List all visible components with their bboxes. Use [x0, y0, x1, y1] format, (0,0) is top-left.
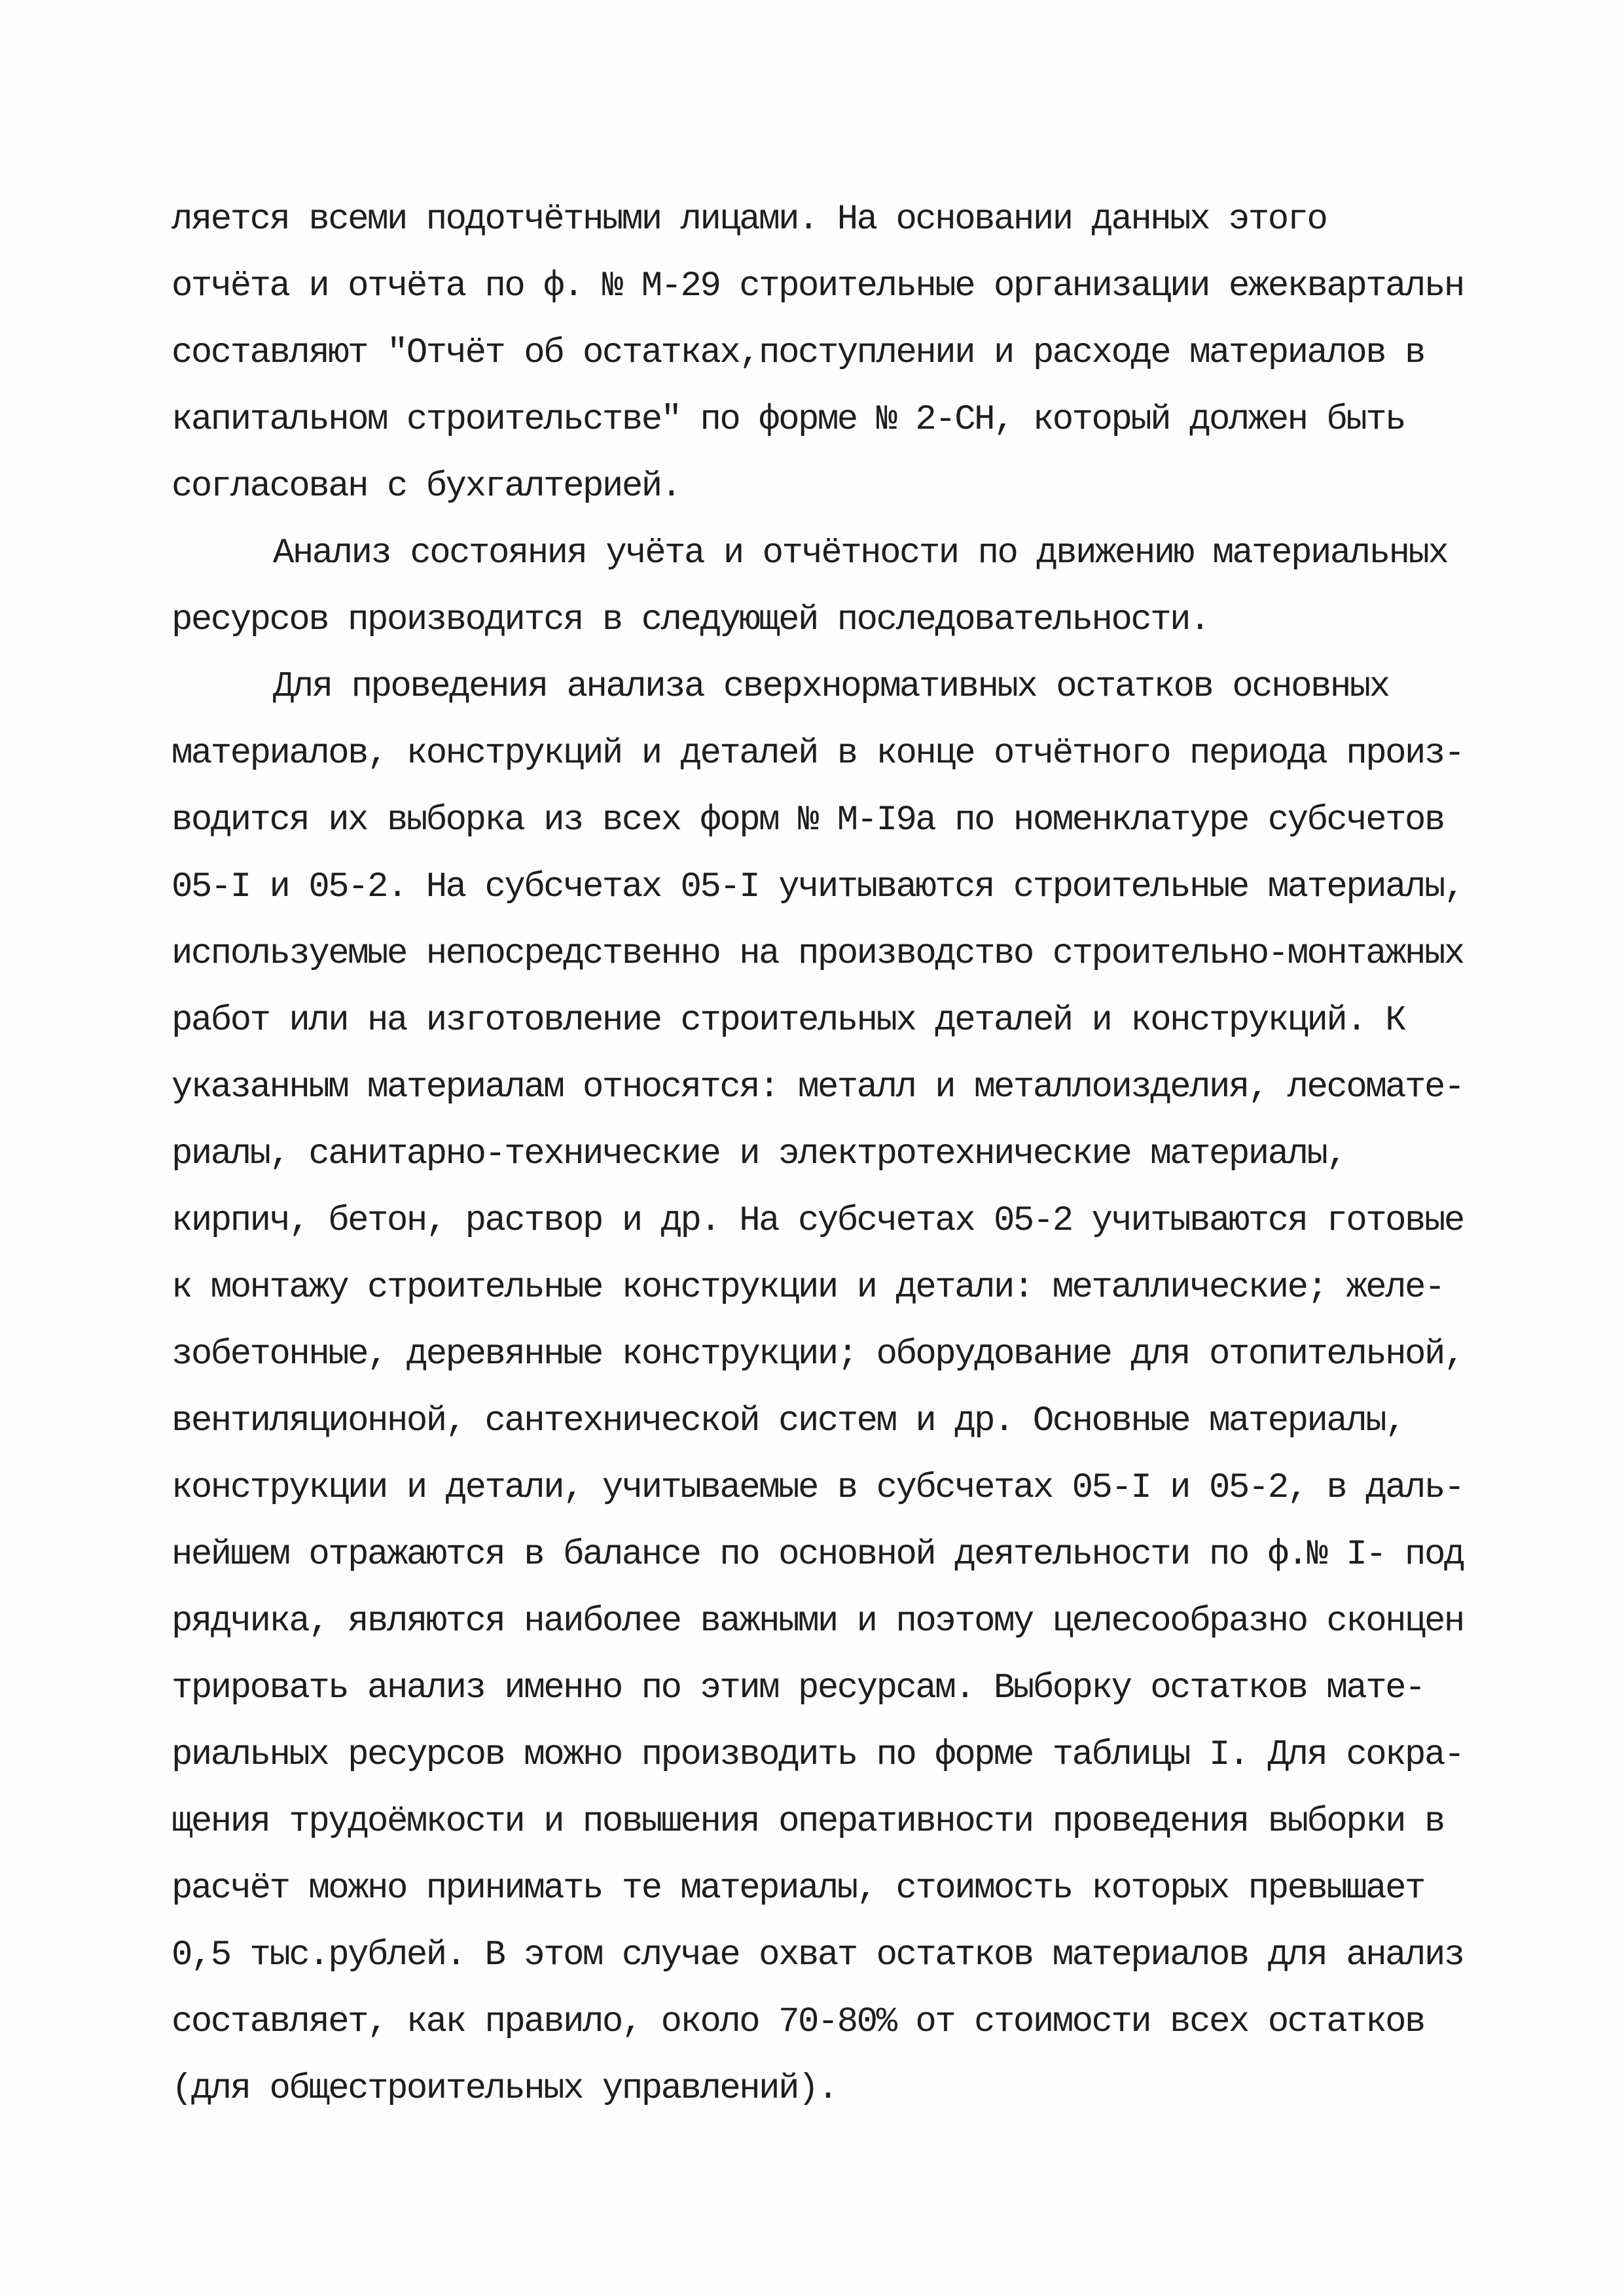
text-line: к монтажу строительные конструкции и детали: металлические; желе-: [171, 1268, 1444, 1308]
text-line: расчёт можно принимать те материалы, стоимость которых превышает: [171, 1869, 1424, 1909]
text-line: составляют "Отчёт об остатках,поступлении и расходе материалов в: [171, 333, 1424, 373]
text-line: отчёта и отчёта по ф. № М-29 строительные организации ежеквартальн: [171, 266, 1464, 306]
text-line: капитальном строительстве" по форме № 2-СН, который должен быть: [171, 400, 1405, 440]
text-line: риалы, санитарно-технические и электротехнические материалы,: [171, 1134, 1346, 1174]
text-line: рядчика, являются наиболее важными и поэтому целесообразно сконцен: [171, 1602, 1464, 1641]
text-line: риальных ресурсов можно производить по форме таблицы I. Для сокра-: [171, 1735, 1464, 1775]
text-line: конструкции и детали, учитываемые в субсчетах 05-I и 05-2, в даль-: [171, 1468, 1464, 1508]
text-line: кирпич, бетон, раствор и др. На субсчетах 05-2 учитываются готовые: [171, 1201, 1464, 1241]
paragraph-first-line: Анализ состояния учёта и отчётности по движению материальных: [273, 533, 1448, 573]
text-line: ляется всеми подотчётными лицами. На основании данных этого: [171, 200, 1327, 240]
text-line: (для общестроительных управлений).: [171, 2069, 837, 2109]
text-line: составляет, как правило, около 70-80% от стоимости всех остатков: [171, 2002, 1424, 2042]
text-line: нейшем отражаются в балансе по основной деятельности по ф.№ I- под: [171, 1535, 1464, 1575]
text-line: согласован с бухгалтерией.: [171, 467, 681, 507]
text-line: 0,5 тыс.рублей. В этом случае охват остатков материалов для анализ: [171, 1935, 1464, 1975]
text-line: используемые непосредственно на производство строительно-монтажных: [171, 934, 1464, 974]
body-text: [171, 187, 1533, 2123]
text-line: трировать анализ именно по этим ресурсам. Выборку остатков мате-: [171, 1668, 1424, 1708]
text-line: щения трудоёмкости и повышения оперативности проведения выборки в: [171, 1802, 1444, 1842]
text-line: материалов, конструкций и деталей в конце отчётного периода произ-: [171, 734, 1464, 774]
text-line: 05-I и 05-2. На субсчетах 05-I учитываются строительные материалы,: [171, 867, 1464, 907]
text-line: работ или на изготовление строительных деталей и конструкций. К: [171, 1001, 1405, 1041]
text-line: водится их выборка из всех форм № М-I9а по номенклатуре субсчетов: [171, 800, 1444, 840]
text-line: указанным материалам относятся: металл и металлоизделия, лесомате-: [171, 1067, 1464, 1107]
text-line: вентиляционной, сантехнической систем и др. Основные материалы,: [171, 1401, 1405, 1441]
text-line: ресурсов производится в следующей последовательности.: [171, 600, 1209, 640]
paragraph-first-line: Для проведения анализа сверхнормативных остатков основных: [273, 667, 1389, 707]
text-line: зобетонные, деревянные конструкции; оборудование для отопительной,: [171, 1335, 1464, 1374]
